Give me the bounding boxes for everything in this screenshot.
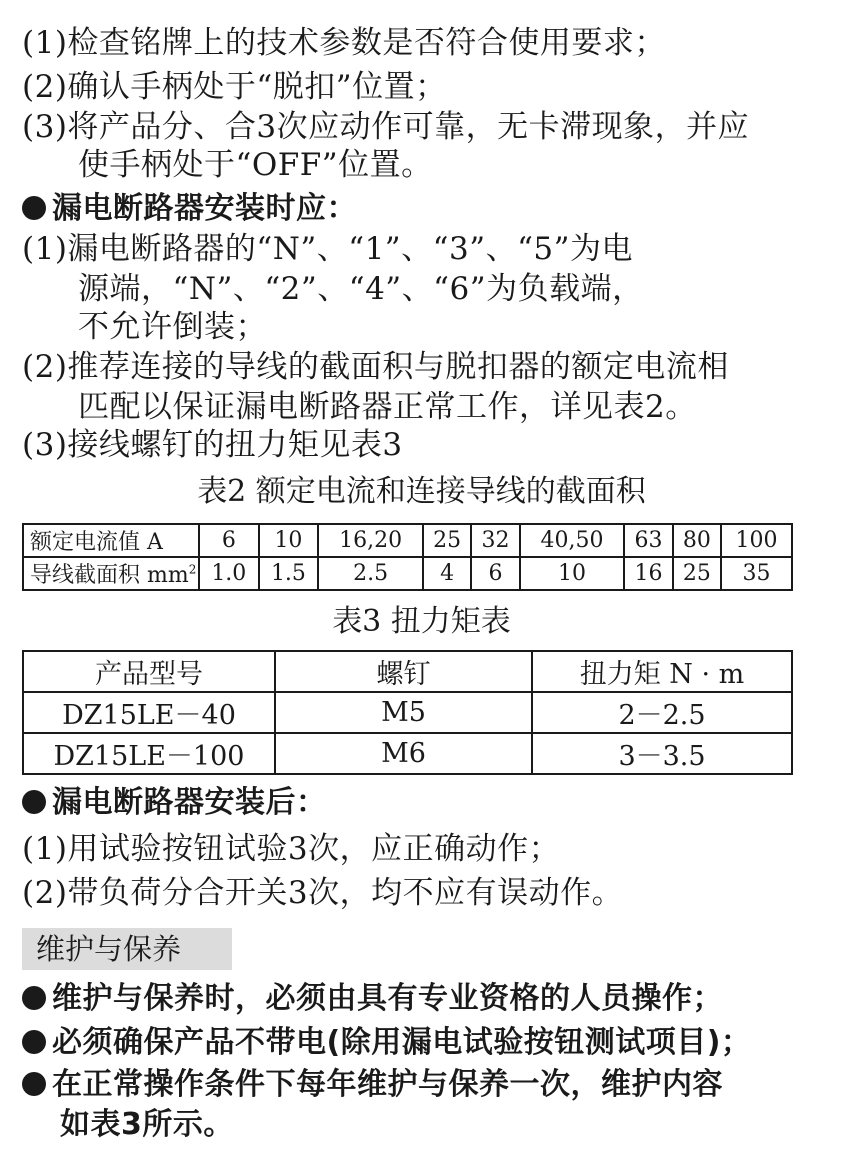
table-cell: 100 [721, 524, 792, 557]
check-step-3: (3)将产品分、合3次应动作可靠，无卡滞现象，并应 [22, 109, 750, 145]
install-step-1-cont1: 源端，“N”、“2”、“4”、“6”为负载端， [78, 271, 644, 307]
table2-row1-label: 额定电流值 A [23, 524, 199, 557]
check-step-3-cont: 使手柄处于“OFF”位置。 [78, 147, 433, 183]
table-row [23, 692, 792, 733]
table-cell: 16 [624, 557, 672, 590]
install-step-2-cont: 匹配以保证漏电断路器正常工作，详见表2。 [78, 389, 697, 425]
maintenance-item-3: 在正常操作条件下每年维护与保养一次，维护内容 [22, 1066, 723, 1104]
maintenance-item-1: 维护与保养时，必须由具有专业资格的人员操作； [22, 980, 723, 1018]
table2 [22, 523, 793, 591]
table3-header-model: 产品型号 [23, 651, 275, 692]
install-heading: 漏电断路器安装时应： [22, 190, 357, 228]
table-row [23, 733, 792, 774]
table3-caption: 表3 扭力矩表 [332, 604, 511, 639]
table3-header-torque: 扭力矩 N · m [532, 651, 792, 692]
table-cell: 16,20 [318, 524, 423, 557]
table-cell: 10 [259, 524, 319, 557]
table-cell: DZ15LE－100 [23, 733, 275, 774]
table-cell: 1.5 [259, 557, 319, 590]
table-cell: M6 [275, 733, 532, 774]
bullet-icon [22, 986, 46, 1010]
bullet-icon [22, 1030, 46, 1054]
table-cell: 1.0 [199, 557, 259, 590]
after-heading: 漏电断路器安装后： [22, 784, 327, 822]
table-cell: 35 [721, 557, 792, 590]
table-cell: 25 [423, 524, 471, 557]
table-cell: 6 [471, 557, 519, 590]
install-step-3: (3)接线螺钉的扭力矩见表3 [22, 427, 403, 463]
table-cell: 80 [673, 524, 721, 557]
table-cell: 25 [673, 557, 721, 590]
install-step-1-cont2: 不允许倒装； [78, 309, 267, 345]
table-row [23, 524, 792, 557]
check-step-2: (2)确认手柄处于“脱扣”位置； [22, 69, 447, 105]
table-cell: DZ15LE－40 [23, 692, 275, 733]
table-cell: 10 [520, 557, 625, 590]
table2-row2-label: 导线截面积 $mm^2$ [23, 557, 199, 590]
table-cell: 2－2.5 [532, 692, 792, 733]
table-row [23, 557, 792, 590]
install-step-1: (1)漏电断路器的“N”、“1”、“3”、“5”为电 [22, 231, 633, 267]
bullet-icon [22, 790, 46, 814]
table-cell: M5 [275, 692, 532, 733]
table-cell: 40,50 [520, 524, 625, 557]
maintenance-section-title: 维护与保养 [22, 928, 232, 970]
table3 [22, 650, 793, 775]
table-cell: 6 [199, 524, 259, 557]
check-step-1: (1)检查铭牌上的技术参数是否符合使用要求； [22, 25, 666, 61]
table-cell: 3－3.5 [532, 733, 792, 774]
after-step-2: (2)带负荷分合开关3次，均不应有误动作。 [22, 875, 624, 911]
table-cell: 32 [471, 524, 519, 557]
table-cell: 4 [423, 557, 471, 590]
bullet-icon [22, 1072, 46, 1096]
install-step-2: (2)推荐连接的导线的截面积与脱扣器的额定电流相 [22, 349, 729, 385]
after-step-1: (1)用试验按钮试验3次，应正确动作； [22, 831, 561, 867]
table-row [23, 651, 792, 692]
bullet-icon [22, 196, 46, 220]
table3-header-screw: 螺钉 [275, 651, 532, 692]
table-cell: 63 [624, 524, 672, 557]
table-cell: 2.5 [318, 557, 423, 590]
table2-caption: 表2 额定电流和连接导线的截面积 [197, 474, 646, 509]
maintenance-item-2: 必须确保产品不带电(除用漏电试验按钮测试项目)； [22, 1024, 751, 1062]
maintenance-item-3-cont: 如表3所示。 [60, 1107, 234, 1142]
